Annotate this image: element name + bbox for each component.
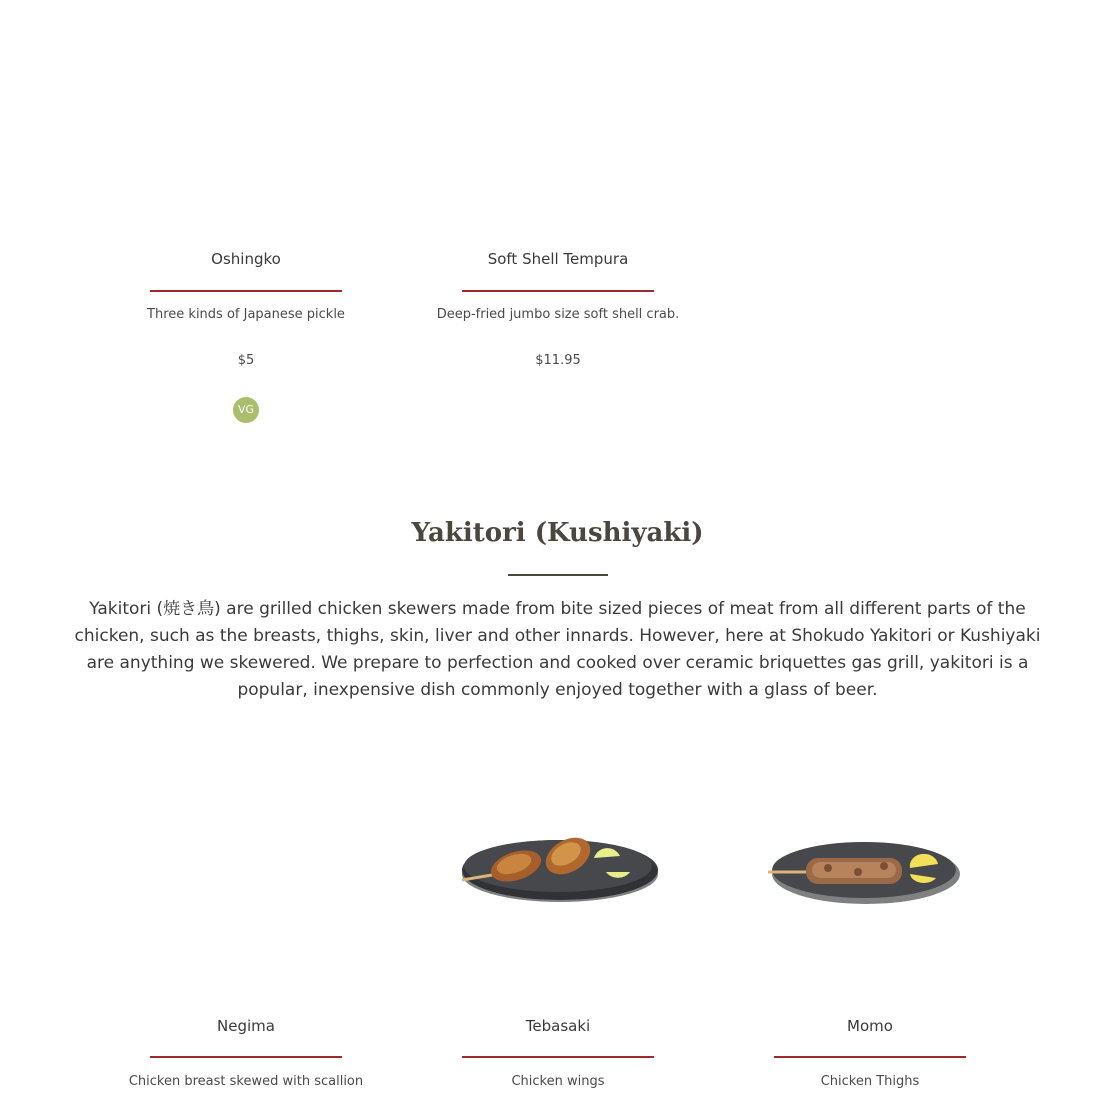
- section-divider: [508, 574, 608, 576]
- item-price: $5: [237, 353, 255, 368]
- item-description: Chicken wings: [511, 1074, 605, 1089]
- item-description: Chicken breast skewed with scallion: [128, 1074, 364, 1089]
- vegan-badge: VG: [233, 397, 259, 423]
- item-divider: [462, 1056, 654, 1058]
- item-description: Deep-fried jumbo size soft shell crab.: [436, 307, 680, 322]
- item-description: Three kinds of Japanese pickle: [147, 307, 345, 322]
- item-name: Oshingko: [211, 250, 281, 268]
- section-intro: Yakitori (焼き鳥) are grilled chicken skewers made from bite sized pieces of meat from all different parts of the chicken, such as the breasts, thighs, skin, liver and other innards. However, here at Shokudo Yakitori or Kushiyaki are anything we skewered. We prepare to perfection and cooked over ceramic briquettes gas grill, yakitori is a popular, inexpensive dish commonly enjoyed together with a glass of beer.: [74, 599, 1041, 700]
- item-name: Momo: [847, 1017, 893, 1035]
- item-name: Tebasaki: [525, 1017, 591, 1035]
- item-name: Negima: [217, 1017, 275, 1035]
- item-description: Chicken Thighs: [820, 1074, 920, 1089]
- section-title: Yakitori (Kushiyaki): [411, 518, 704, 548]
- item-divider: [462, 290, 654, 292]
- item-divider: [774, 1056, 966, 1058]
- item-divider: [150, 1056, 342, 1058]
- thigh-skewer-plate-image: [766, 832, 964, 910]
- item-price: $11.95: [535, 353, 581, 368]
- item-name: Soft Shell Tempura: [487, 250, 629, 268]
- item-divider: [150, 290, 342, 292]
- wings-plate-image: [458, 826, 662, 906]
